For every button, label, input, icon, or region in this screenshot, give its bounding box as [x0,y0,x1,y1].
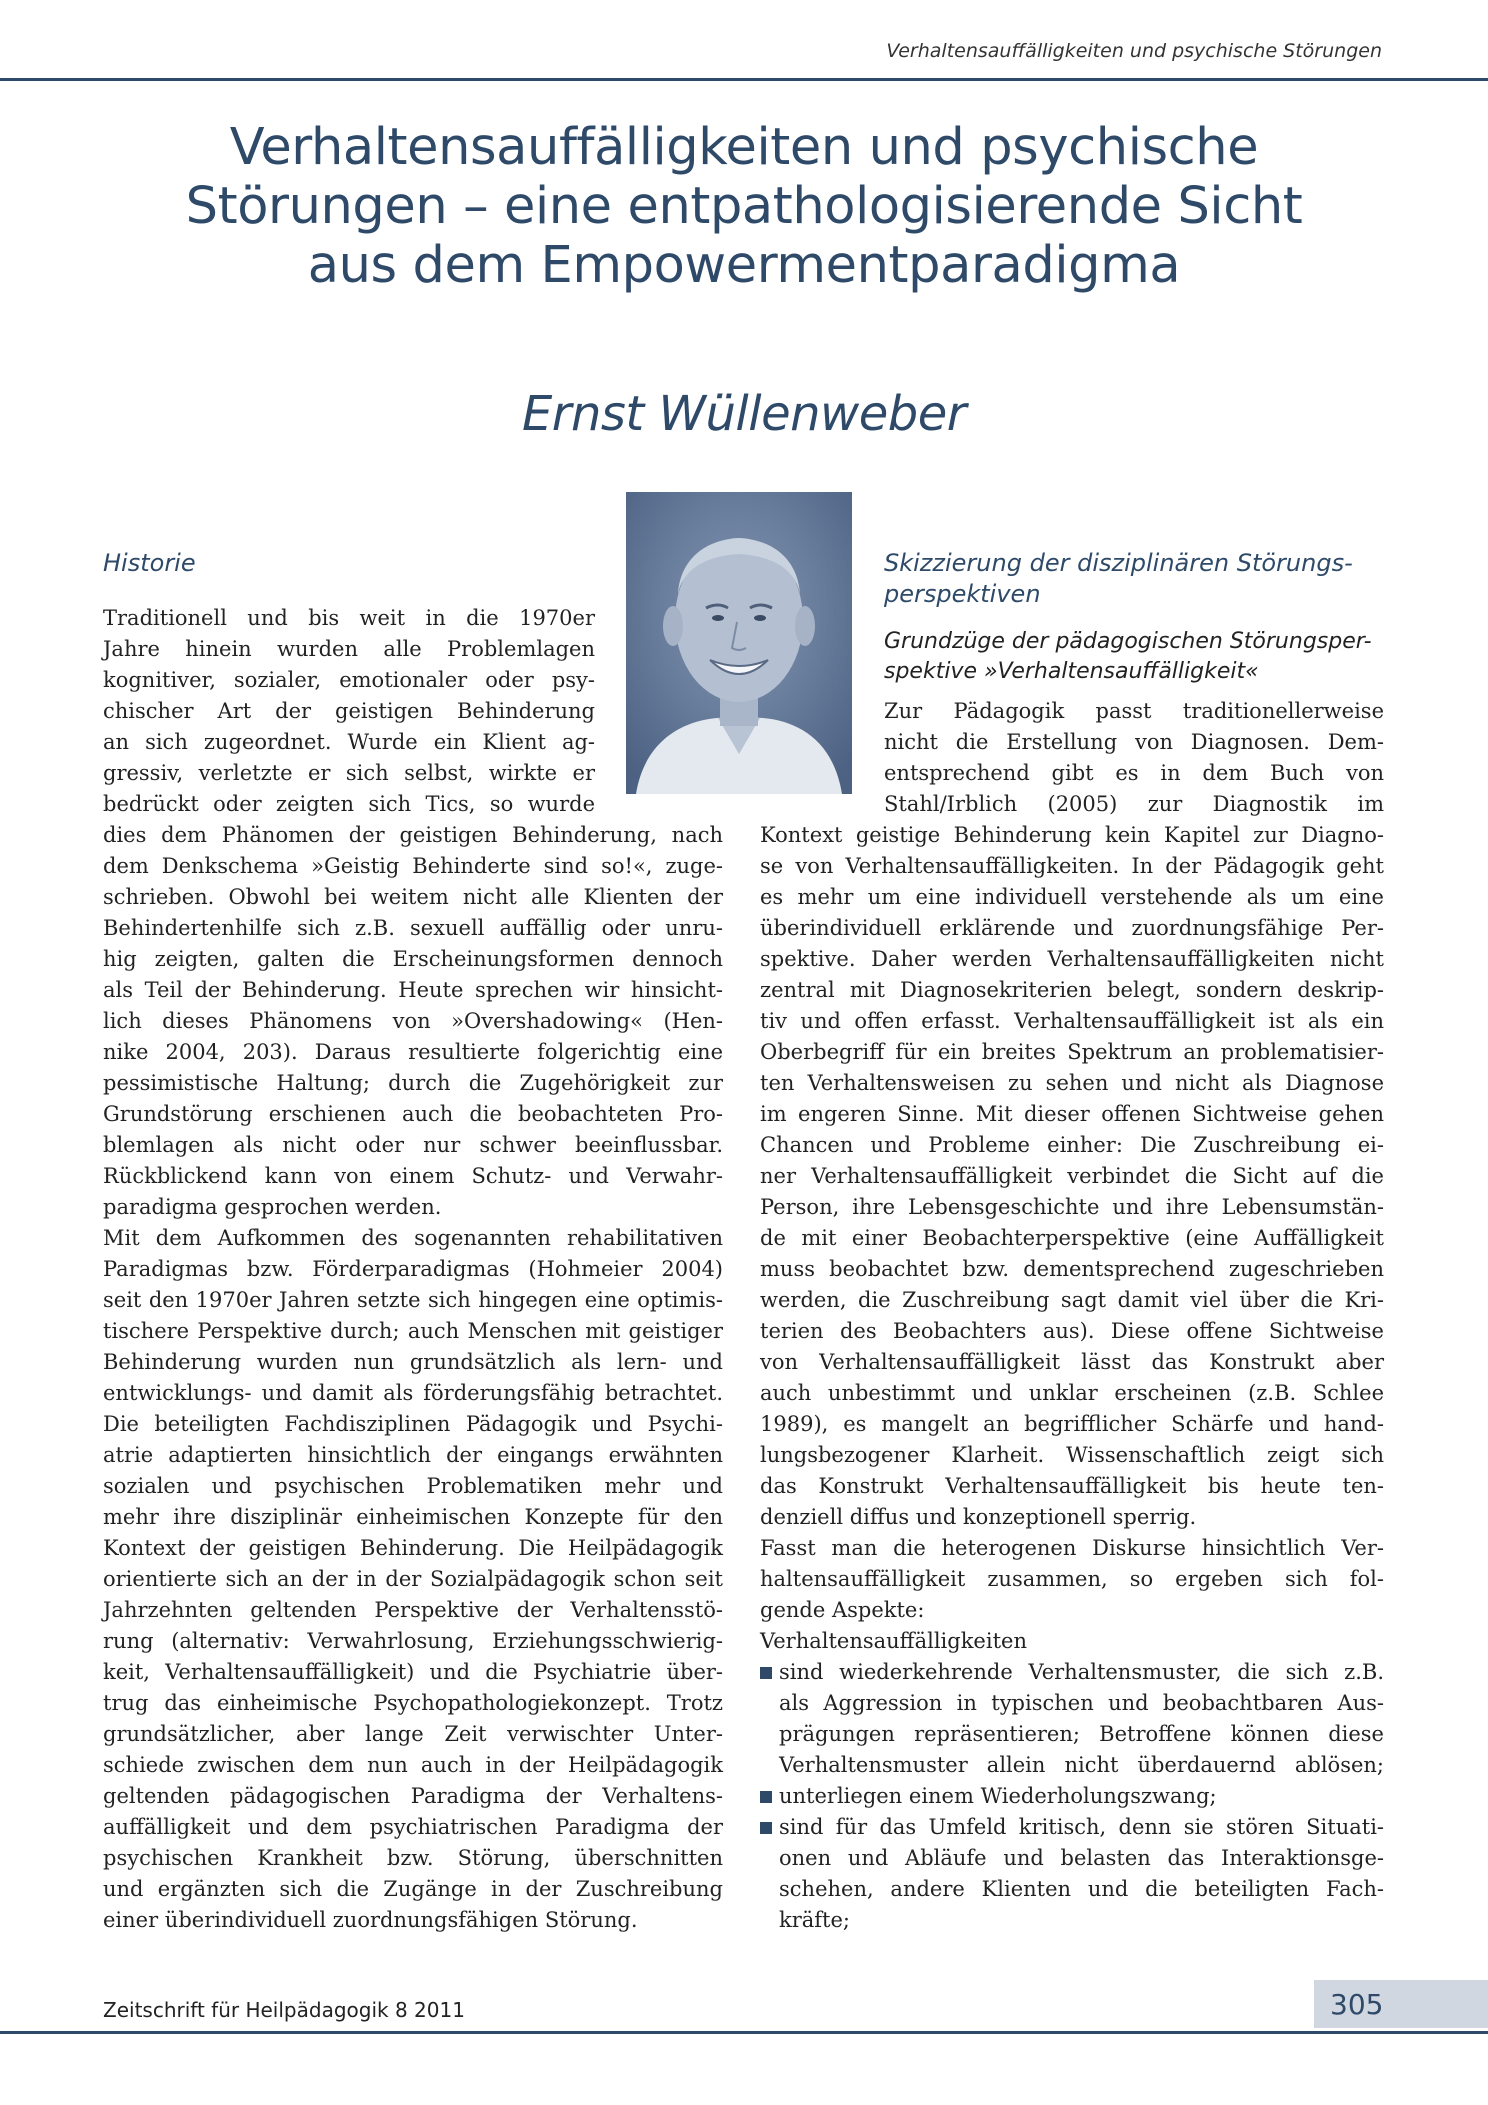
text-line: psychischen Krankheit bzw. Störung, überschnitten [103,1846,723,1870]
text-line: unterliegen einem Wiederholungszwang; [779,1784,1217,1808]
page-number: 305 [1330,1988,1384,2021]
text-line: Mit dem Aufkommen des sogenannten rehabilitativen [103,1226,723,1250]
text-line: Verhaltensmuster allein nicht überdauernd ablösen; [779,1753,1384,1777]
title-line: Verhaltensauffälligkeiten und psychische [229,118,1259,177]
text-line: muss beobachtet bzw. dementsprechend zugeschrieben [760,1257,1384,1281]
text-line: de mit einer Beobachterperspektive (eine Auffälligkeit [760,1226,1384,1250]
text-line: geltenden pädagogischen Paradigma der Verhaltens- [103,1784,723,1808]
text-line: im engeren Sinne. Mit dieser offenen Sichtweise gehen [760,1102,1384,1126]
text-line: Kontext der geistigen Behinderung. Die Heilpädagogik [103,1536,723,1560]
journal-citation: Zeitschrift für Heilpädagogik 8 2011 [103,1998,465,2022]
text-line: bedrückt oder zeigten sich Tics, so wurde [103,792,595,816]
text-line: ner Verhaltensauffälligkeit verbindet die Sicht auf die [760,1164,1384,1188]
footer-rule [0,2031,1488,2034]
section-heading-skizzierung [884,548,1353,610]
text-line: kräfte; [779,1908,850,1932]
text-line: nicht die Erstellung von Diagnosen. Dem- [884,730,1384,754]
author-name: Ernst Wüllenweber [521,386,967,442]
text-line: prägungen repräsentieren; Betroffene können diese [779,1722,1384,1746]
text-line: Kontext geistige Behinderung kein Kapitel zur Diagno- [760,823,1384,847]
text-line: chischer Art der geistigen Behinderung [103,699,595,723]
text-line: onen und Abläufe und belasten das Interaktionsge- [779,1846,1384,1870]
text-line: Fasst man die heterogenen Diskurse hinsichtlich Ver- [760,1536,1384,1560]
text-line: das Konstrukt Verhaltensauffälligkeit bis heute ten- [760,1474,1384,1498]
header-rule [0,78,1488,81]
text-line: als Aggression in typischen und beobachtbaren Aus- [779,1691,1384,1715]
running-head: Verhaltensauffälligkeiten und psychische Störungen [886,40,1382,62]
author-portrait [626,492,852,794]
text-line: pessimistische Haltung; durch die Zugehörigkeit zur [103,1071,723,1095]
text-line: 1989), es mangelt an begrifflicher Schärfe und hand- [760,1412,1384,1436]
article-title [70,118,1418,295]
subsection-heading [884,627,1372,687]
text-line: Behinderung wurden nun grundsätzlich als lern- und [103,1350,723,1374]
text-line: als Teil der Behinderung. Heute sprechen wir hinsicht- [103,978,723,1002]
text-line: blemlagen als nicht oder nur schwer beeinflussbar. [103,1133,723,1157]
text-line: entsprechend gibt es in dem Buch von [884,761,1384,785]
text-line: sind wiederkehrende Verhaltensmuster, die sich z.B. [779,1660,1384,1684]
text-line: schrieben. Obwohl bei weitem nicht alle Klienten der [103,885,723,909]
text-line: trug das einheimische Psychopathologiekonzept. Trotz [103,1691,723,1715]
text-line: mehr ihre disziplinär einheimischen Konzepte für den [103,1505,723,1529]
text-line: paradigma gesprochen werden. [103,1195,442,1219]
text-line: lungsbezogener Klarheit. Wissenschaftlich zeigt sich [760,1443,1384,1467]
square-bullet-icon [760,1667,772,1679]
text-line: denziell diffus und konzeptionell sperrig. [760,1505,1197,1529]
text-line: lich dieses Phänomens von »Overshadowing« (Hen- [103,1009,723,1033]
square-bullet-icon [760,1791,772,1803]
text-line: ten Verhaltensweisen zu sehen und nicht als Diagnose [760,1071,1384,1095]
text-line: tischere Perspektive durch; auch Menschen mit geistiger [103,1319,723,1343]
text-line: von Verhaltensauffälligkeit lässt das Konstrukt aber [760,1350,1384,1374]
text-line: sind für das Umfeld kritisch, denn sie stören Situati- [779,1815,1384,1839]
text-line: Oberbegriff für ein breites Spektrum an problematisier- [760,1040,1384,1064]
text-line: schiede zwischen dem nun auch in der Heilpädagogik [103,1753,723,1777]
text-line: se von Verhaltensauffälligkeiten. In der Pädagogik geht [760,854,1384,878]
text-line: und ergänzten sich die Zugänge in der Zuschreibung [103,1877,723,1901]
text-line: entwicklungs- und damit als förderungsfähig betrachtet. [103,1381,723,1405]
text-line: Behindertenhilfe sich z.B. sexuell auffällig oder unru- [103,916,723,940]
text-line: seit den 1970er Jahren setzte sich hingegen eine optimis- [103,1288,723,1312]
text-line: Zur Pädagogik passt traditionellerweise [884,699,1384,723]
text-line: einer überindividuell zuordnungsfähigen Störung. [103,1908,638,1932]
subheading-line: Grundzüge der pädagogischen Störungsper- [884,629,1372,654]
title-line: Störungen – eine entpathologisierende Sicht [185,177,1303,236]
text-line: Stahl/Irblich (2005) zur Diagnostik im [884,792,1384,816]
text-line: haltensauffälligkeit zusammen, so ergeben sich fol- [760,1567,1384,1591]
text-line: Grundstörung erschienen auch die beobachteten Pro- [103,1102,723,1126]
title-line: aus dem Empowermentparadigma [307,236,1181,295]
text-line: an sich zugeordnet. Wurde ein Klient ag- [103,730,595,754]
heading-line: perspektiven [884,580,1041,608]
text-line: keit, Verhaltensauffälligkeit) und die Psychiatrie über- [103,1660,723,1684]
text-line: tiv und offen erfasst. Verhaltensauffälligkeit ist als ein [760,1009,1384,1033]
square-bullet-icon [760,1822,772,1834]
text-line: grundsätzlicher, aber lange Zeit verwischter Unter- [103,1722,723,1746]
text-line: Jahrzehnten geltenden Perspektive der Verhaltensstö- [103,1598,723,1622]
text-line: auffälligkeit und dem psychiatrischen Paradigma der [103,1815,723,1839]
heading-line: Skizzierung der disziplinären Störungs- [884,549,1353,577]
text-line: Verhaltensauffälligkeiten [760,1629,1027,1653]
subheading-line: spektive »Verhaltensauffälligkeit« [884,659,1259,684]
text-line: Person, ihre Lebensgeschichte und ihre Lebensumstän- [760,1195,1384,1219]
text-line: werden, die Zuschreibung sagt damit viel über die Kri- [760,1288,1384,1312]
text-line: dies dem Phänomen der geistigen Behinderung, nach [103,823,723,847]
text-line: zentral mit Diagnosekriterien belegt, sondern deskrip- [760,978,1384,1002]
text-line: schehen, andere Klienten und die beteiligten Fach- [779,1877,1384,1901]
text-line: überindividuell erklärende und zuordnungsfähige Per- [760,916,1384,940]
text-line: auch unbestimmt und unklar erscheinen (z.B. Schlee [760,1381,1384,1405]
text-line: es mehr um eine individuell verstehende als um eine [760,885,1384,909]
text-line: gressiv, verletzte er sich selbst, wirkte er [103,761,595,785]
text-line: atrie adaptierten hinsichtlich der eingangs erwähnten [103,1443,723,1467]
text-line: Jahre hinein wurden alle Problemlagen [103,637,595,661]
text-line: Paradigmas bzw. Förderparadigmas (Hohmeier 2004) [103,1257,723,1281]
text-line: rung (alternativ: Verwahrlosung, Erziehungsschwierig- [103,1629,723,1653]
portrait-illustration [626,492,852,794]
text-line: dem Denkschema »Geistig Behinderte sind so!«, zuge- [103,854,723,878]
text-line: orientierte sich an der in der Sozialpädagogik schon seit [103,1567,723,1591]
text-line: Traditionell und bis weit in die 1970er [103,606,595,630]
text-line: kognitiver, sozialer, emotionaler oder psy- [103,668,595,692]
text-line: nike 2004, 203). Daraus resultierte folgerichtig eine [103,1040,723,1064]
text-line: Rückblickend kann von einem Schutz- und Verwahr- [103,1164,723,1188]
text-line: Die beteiligten Fachdisziplinen Pädagogik und Psychi- [103,1412,723,1436]
section-heading-historie: Historie [103,549,196,577]
text-line: spektive. Daher werden Verhaltensauffälligkeiten nicht [760,947,1384,971]
text-line: sozialen und psychischen Problematiken mehr und [103,1474,723,1498]
text-line: terien des Beobachters aus). Diese offene Sichtweise [760,1319,1384,1343]
text-line: Chancen und Probleme einher: Die Zuschreibung ei- [760,1133,1384,1157]
text-line: hig zeigten, galten die Erscheinungsformen dennoch [103,947,723,971]
text-line: gende Aspekte: [760,1598,925,1622]
